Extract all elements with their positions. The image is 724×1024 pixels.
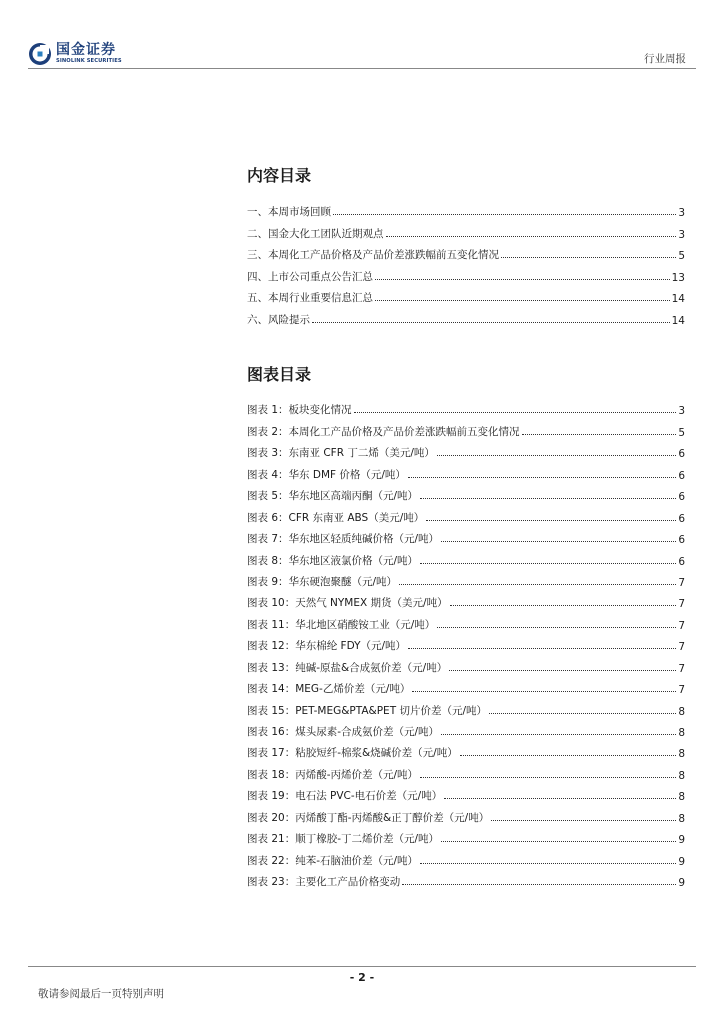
figure-entry-label: 图表 8：华东地区液氯价格（元/吨） — [247, 554, 419, 567]
figure-entry-label: 图表 15：PET-MEG&PTA&PET 切片价差（元/吨） — [247, 704, 487, 717]
figure-entry[interactable] — [247, 868, 685, 889]
logo-chinese-name: 国金证券 — [56, 42, 116, 59]
header-divider — [28, 68, 696, 69]
figure-entry-page: 6 — [678, 448, 685, 461]
contents-entry-page: 5 — [678, 250, 685, 263]
figure-entry-page: 7 — [678, 619, 685, 632]
figure-entry[interactable] — [247, 675, 685, 696]
figure-entry-label: 图表 21：顺丁橡胶-丁二烯价差（元/吨） — [247, 833, 440, 846]
figure-entry[interactable] — [247, 653, 685, 674]
dot-leader — [375, 300, 670, 301]
figure-entry-page: 3 — [678, 405, 685, 418]
figure-entry[interactable] — [247, 503, 685, 524]
dot-leader — [426, 520, 676, 521]
figure-entry-page: 6 — [678, 534, 685, 547]
figure-entry-label: 图表 22：纯苯-石脑油价差（元/吨） — [247, 854, 419, 867]
figure-entry-label: 图表 19：电石法 PVC-电石价差（元/吨） — [247, 790, 443, 803]
contents-entry[interactable] — [247, 241, 685, 262]
figure-entry[interactable] — [247, 568, 685, 589]
figure-entry-label: 图表 12：华东棉纶 FDY（元/吨） — [247, 640, 407, 653]
figure-entry-page: 8 — [678, 812, 685, 825]
contents-list — [247, 198, 685, 327]
contents-entry-page: 3 — [678, 207, 685, 220]
figure-entry-page: 8 — [678, 791, 685, 804]
dot-leader — [333, 214, 676, 215]
figure-entry-page: 8 — [678, 727, 685, 739]
figure-entry[interactable] — [247, 696, 685, 717]
contents-entry[interactable] — [247, 262, 685, 283]
figure-entry[interactable] — [247, 525, 685, 546]
footer-divider — [28, 966, 696, 967]
figure-entry-page: 9 — [678, 834, 685, 847]
contents-entry-label: 一、本周市场回顾 — [247, 206, 331, 219]
figure-entry[interactable] — [247, 589, 685, 610]
dot-leader — [420, 563, 676, 564]
figure-entry-label: 图表 6：CFR 东南亚 ABS（美元/吨） — [247, 511, 425, 524]
figure-entry-page: 7 — [678, 576, 685, 589]
dot-leader — [441, 734, 676, 735]
dot-leader — [441, 541, 676, 542]
figure-entry-page: 8 — [678, 705, 685, 718]
contents-entry[interactable] — [247, 219, 685, 240]
figure-entry[interactable] — [247, 803, 685, 824]
figure-entry[interactable] — [247, 718, 685, 739]
figure-entry[interactable] — [247, 825, 685, 846]
contents-entry-label: 三、本周化工产品价格及产品价差涨跌幅前五变化情况 — [247, 249, 499, 262]
figure-entry[interactable] — [247, 610, 685, 631]
figure-entry-label: 图表 7：华东地区轻质纯碱价格（元/吨） — [247, 533, 440, 546]
figure-entry-label: 图表 5：华东地区高端丙酮（元/吨） — [247, 490, 419, 503]
figure-entry-page: 8 — [678, 748, 685, 761]
dot-leader — [489, 713, 676, 714]
dot-leader — [375, 279, 670, 280]
figure-entry-page: 6 — [678, 491, 685, 504]
figure-entry-label: 图表 20：丙烯酸丁酯-丙烯酸&正丁醇价差（元/吨） — [247, 811, 490, 824]
dot-leader — [420, 863, 676, 864]
contents-entry-label: 二、国金大化工团队近期观点 — [247, 227, 384, 240]
figure-entry-page: 5 — [678, 426, 685, 439]
figure-entry-label: 图表 23：主要化工产品价格变动 — [247, 876, 401, 889]
figure-entry[interactable] — [247, 546, 685, 567]
disclaimer-text: 敬请参阅最后一页特别声明 — [38, 988, 164, 1000]
page-header — [0, 0, 724, 70]
dot-leader — [408, 648, 676, 649]
sinolink-logo-icon — [28, 42, 52, 66]
contents-title: 内容目录 — [247, 166, 312, 185]
dot-leader — [412, 691, 676, 692]
dot-leader — [354, 412, 677, 413]
dot-leader — [441, 841, 676, 842]
dot-leader — [420, 777, 676, 778]
figure-entry[interactable] — [247, 482, 685, 503]
dot-leader — [449, 670, 676, 671]
contents-section — [247, 165, 685, 327]
contents-entry-page: 14 — [671, 293, 685, 306]
figure-entry-page: 8 — [678, 769, 685, 782]
figure-entry[interactable] — [247, 632, 685, 653]
figure-entry-label: 图表 9：华东硬泡聚醚（元/吨） — [247, 575, 398, 588]
contents-entry[interactable] — [247, 198, 685, 219]
figure-entry-label: 图表 10：天然气 NYMEX 期货（美元/吨） — [247, 597, 448, 610]
dot-leader — [402, 884, 676, 885]
figure-entry[interactable] — [247, 417, 685, 438]
figures-title: 图表目录 — [247, 365, 312, 384]
figure-entry-label: 图表 2：本周化工产品价格及产品价差涨跌幅前五变化情况 — [247, 425, 520, 438]
dot-leader — [386, 236, 677, 237]
dot-leader — [408, 477, 676, 478]
figure-entry-page: 6 — [678, 469, 685, 482]
contents-entry-label: 五、本周行业重要信息汇总 — [247, 292, 373, 305]
figure-entry[interactable] — [247, 739, 685, 760]
figure-entry[interactable] — [247, 396, 685, 417]
figure-entry-label: 图表 4：华东 DMF 价格（元/吨） — [247, 468, 406, 481]
figure-entry-page: 6 — [678, 512, 685, 525]
figure-entry[interactable] — [247, 439, 685, 460]
dot-leader — [437, 627, 676, 628]
dot-leader — [501, 257, 676, 258]
figure-entry[interactable] — [247, 782, 685, 803]
dot-leader — [491, 820, 676, 821]
contents-entry[interactable] — [247, 305, 685, 326]
figure-entry-label: 图表 14：MEG-乙烯价差（元/吨） — [247, 683, 411, 696]
contents-entry-label: 六、风险提示 — [247, 313, 310, 326]
figures-section — [247, 364, 685, 889]
figure-entry-page: 7 — [678, 641, 685, 654]
figures-list — [247, 396, 685, 889]
dot-leader — [522, 434, 677, 435]
figure-entry-label: 图表 13：纯碱-原盐&合成氨价差（元/吨） — [247, 661, 448, 674]
figure-entry-label: 图表 1：板块变化情况 — [247, 404, 352, 417]
figure-entry-label: 图表 11：华北地区硝酸铵工业（元/吨） — [247, 618, 436, 631]
report-type-label: 行业周报 — [644, 53, 686, 65]
figure-entry-page: 9 — [678, 877, 685, 890]
contents-entry[interactable] — [247, 284, 685, 305]
dot-leader — [444, 798, 676, 799]
figure-entry-page: 6 — [678, 555, 685, 568]
figure-entry[interactable] — [247, 760, 685, 781]
figure-entry-page: 7 — [678, 662, 685, 675]
contents-entry-page: 13 — [671, 271, 685, 284]
figure-entry[interactable] — [247, 460, 685, 481]
dot-leader — [312, 322, 670, 323]
figure-entry-label: 图表 16：煤头尿素-合成氨价差（元/吨） — [247, 726, 440, 738]
page-number: - 2 - — [349, 971, 375, 984]
dot-leader — [460, 755, 677, 756]
dot-leader — [399, 584, 676, 585]
company-logo — [28, 40, 138, 68]
figure-entry-label: 图表 18：丙烯酸-丙烯价差（元/吨） — [247, 768, 419, 781]
figure-entry-page: 9 — [678, 855, 685, 868]
figure-entry-page: 7 — [678, 598, 685, 611]
contents-entry-page: 3 — [678, 228, 685, 241]
figure-entry[interactable] — [247, 846, 685, 867]
figure-entry-label: 图表 3：东南亚 CFR 丁二烯（美元/吨） — [247, 447, 435, 460]
dot-leader — [450, 605, 677, 606]
contents-entry-label: 四、上市公司重点公告汇总 — [247, 270, 373, 283]
logo-english-name: SINOLINK SECURITIES — [56, 58, 122, 65]
contents-entry-page: 14 — [671, 314, 685, 327]
dot-leader — [437, 455, 676, 456]
figure-entry-label: 图表 17：粘胶短纤-棉浆&烧碱价差（元/吨） — [247, 747, 458, 760]
dot-leader — [420, 498, 676, 499]
figure-entry-page: 7 — [678, 684, 685, 697]
